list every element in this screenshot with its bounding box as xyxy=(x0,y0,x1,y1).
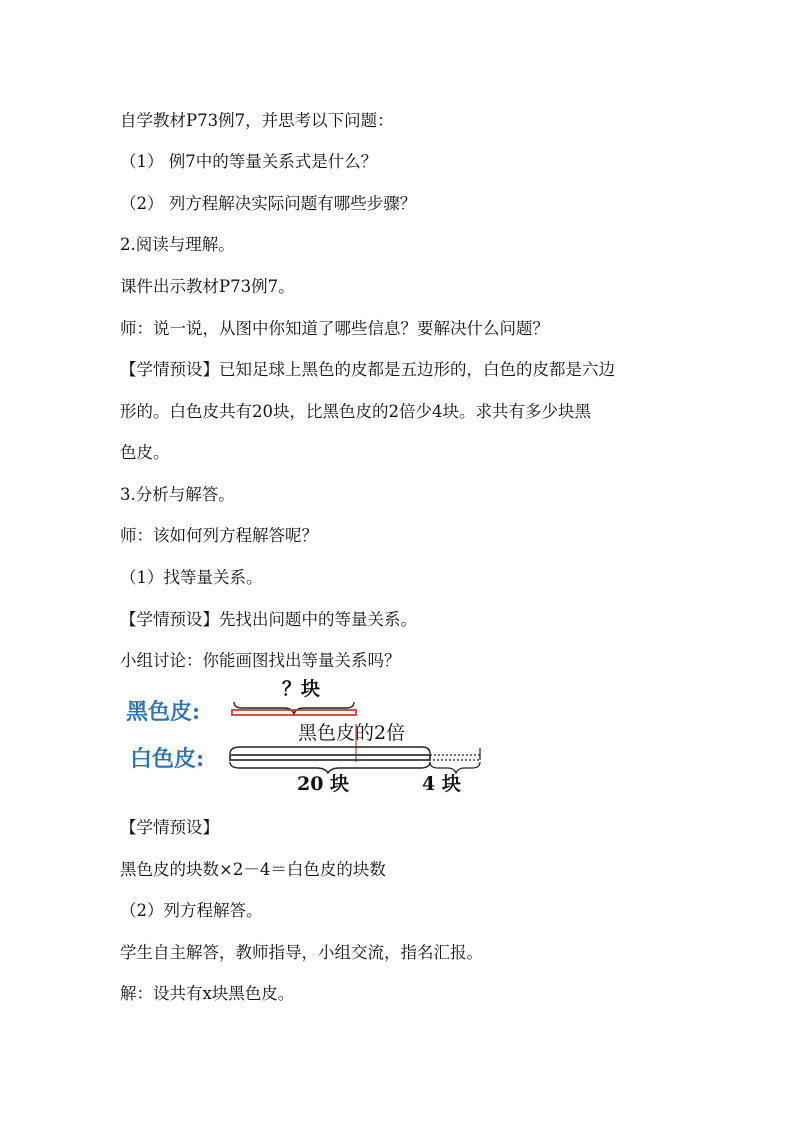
white-bar xyxy=(230,755,430,760)
paragraph-line: 学生自主解答，教师指导，小组交流，指名汇报。 xyxy=(120,943,483,962)
black-brace xyxy=(234,702,354,714)
paragraph-line: （2）列方程解答。 xyxy=(120,901,263,920)
paragraph-line: 解：设共有x块黑色皮。 xyxy=(120,984,295,1003)
white-leather-label: 白色皮: xyxy=(130,746,205,772)
paragraph-line: 【学情预设】 xyxy=(120,818,219,837)
paragraph-line: （2） 列方程解决实际问题有哪些步骤？ xyxy=(120,194,417,213)
segment-diagram xyxy=(122,672,492,802)
paragraph-line: （1）找等量关系。 xyxy=(120,568,263,587)
extra-brace xyxy=(430,762,480,773)
paragraph-line: 2.阅读与理解。 xyxy=(120,235,235,254)
black-leather-label: 黑色皮: xyxy=(126,699,201,725)
paragraph-line: 自学教材P73例7，并思考以下问题： xyxy=(120,111,394,130)
paragraph-line: 色皮。 xyxy=(120,443,170,462)
paragraph-line: 师：说一说，从图中你知道了哪些信息？要解决什么问题？ xyxy=(120,319,549,338)
paragraph-line: 师：该如何列方程解答呢？ xyxy=(120,526,318,545)
paragraph-line: 小组讨论：你能画图找出等量关系吗？ xyxy=(120,651,401,670)
paragraph-line: 【学情预设】先找出问题中的等量关系。 xyxy=(120,610,417,629)
white-brace xyxy=(230,762,430,773)
double-brace xyxy=(230,747,430,754)
black-unknown-label: ？块 xyxy=(282,678,321,700)
paragraph-line: 【学情预设】已知足球上黑色的皮都是五边形的，白色的皮都是六边 xyxy=(120,360,615,379)
paragraph-line: 形的。白色皮共有20块，比黑色皮的2倍少4块。求共有多少块黑 xyxy=(120,402,591,421)
extra-count-label: 4 块 xyxy=(422,773,461,795)
white-count-label: 20 块 xyxy=(297,773,350,795)
paragraph-line: 课件出示教材P73例7。 xyxy=(120,277,295,296)
extra-bar xyxy=(430,755,480,760)
paragraph-line: （1） 例7中的等量关系式是什么？ xyxy=(120,152,378,171)
paragraph-line: 黑色皮的块数×2－4＝白色皮的块数 xyxy=(120,860,386,879)
paragraph-line: 3.分析与解答。 xyxy=(120,485,235,504)
double-label: 黑色皮的2倍 xyxy=(298,722,406,744)
